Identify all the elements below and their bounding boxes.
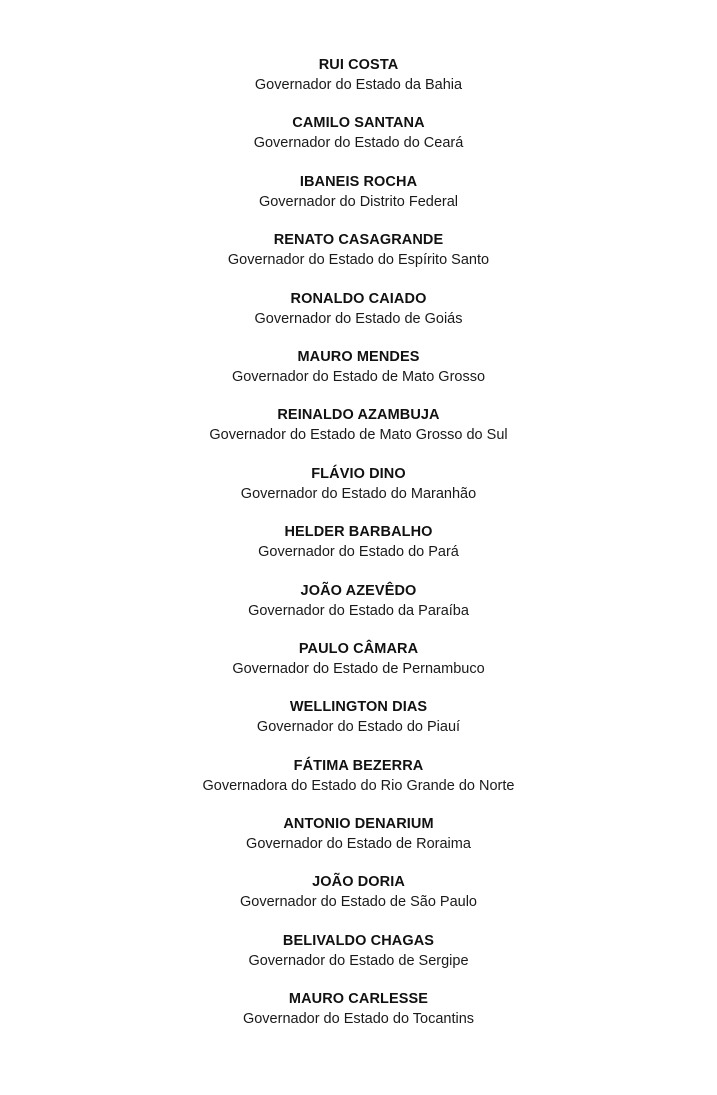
signatory-item (0, 406, 717, 464)
signatory-item (0, 523, 717, 581)
signatory-name: FÁTIMA BEZERRA (293, 757, 424, 774)
signatory-role: Governador do Estado de Sergipe (248, 952, 469, 969)
signatory-role: Governador do Estado do Maranhão (240, 485, 477, 502)
signatory-item (0, 932, 717, 990)
signatory-name: JOÃO DORIA (312, 874, 405, 891)
signatory-item (0, 173, 717, 231)
signatory-item (0, 582, 717, 640)
signatory-item (0, 990, 717, 1048)
signatory-item (0, 698, 717, 756)
signatory-role: Governador do Estado do Ceará (253, 135, 464, 152)
signatory-item (0, 56, 717, 114)
signatory-item (0, 815, 717, 873)
signatory-item (0, 873, 717, 931)
signatory-item (0, 231, 717, 289)
signatory-role: Governador do Estado do Tocantins (242, 1011, 475, 1028)
signatory-item (0, 290, 717, 348)
signatory-item (0, 640, 717, 698)
signatory-name: JOÃO AZEVÊDO (300, 582, 417, 599)
signatory-role: Governador do Estado do Piauí (256, 719, 461, 736)
signatory-name: ANTONIO DENARIUM (283, 816, 434, 833)
signatory-role: Governador do Estado do Espírito Santo (227, 252, 490, 269)
signatory-name: MAURO MENDES (297, 348, 420, 365)
signatory-role: Governador do Estado da Paraíba (248, 602, 469, 619)
signatory-role: Governadora do Estado do Rio Grande do Norte (202, 777, 515, 794)
signatory-role: Governador do Estado de Goiás (254, 310, 463, 327)
signatory-name: PAULO CÂMARA (298, 640, 419, 657)
signatory-name: BELIVALDO CHAGAS (282, 932, 435, 949)
signatory-name: CAMILO SANTANA (292, 115, 425, 132)
signatory-name: RONALDO CAIADO (290, 290, 427, 307)
signatory-role: Governador do Estado de Roraima (246, 836, 471, 853)
signatory-list (0, 56, 717, 1049)
signatory-role: Governador do Estado de Mato Grosso do Sul (209, 427, 508, 444)
signatory-item (0, 757, 717, 815)
signatory-name: IBANEIS ROCHA (299, 173, 418, 190)
signatory-role: Governador do Estado do Pará (258, 544, 459, 561)
signatory-role: Governador do Estado da Bahia (254, 77, 463, 93)
signatory-item (0, 114, 717, 172)
signatory-role: Governador do Estado de Mato Grosso (231, 368, 486, 385)
signatory-name: REINALDO AZAMBUJA (277, 407, 440, 424)
signatory-role: Governador do Estado de São Paulo (240, 894, 477, 911)
signatory-name: MAURO CARLESSE (288, 991, 429, 1008)
signatory-name: RENATO CASAGRANDE (273, 232, 444, 249)
signatory-role: Governador do Estado de Pernambuco (232, 660, 485, 677)
signatory-name: HELDER BARBALHO (284, 524, 433, 541)
signatory-role: Governador do Distrito Federal (258, 193, 459, 210)
signatory-name: RUI COSTA (318, 57, 399, 73)
signatory-name: WELLINGTON DIAS (289, 699, 428, 716)
signatory-item (0, 465, 717, 523)
signatory-item (0, 348, 717, 406)
signatory-name: FLÁVIO DINO (311, 465, 406, 482)
